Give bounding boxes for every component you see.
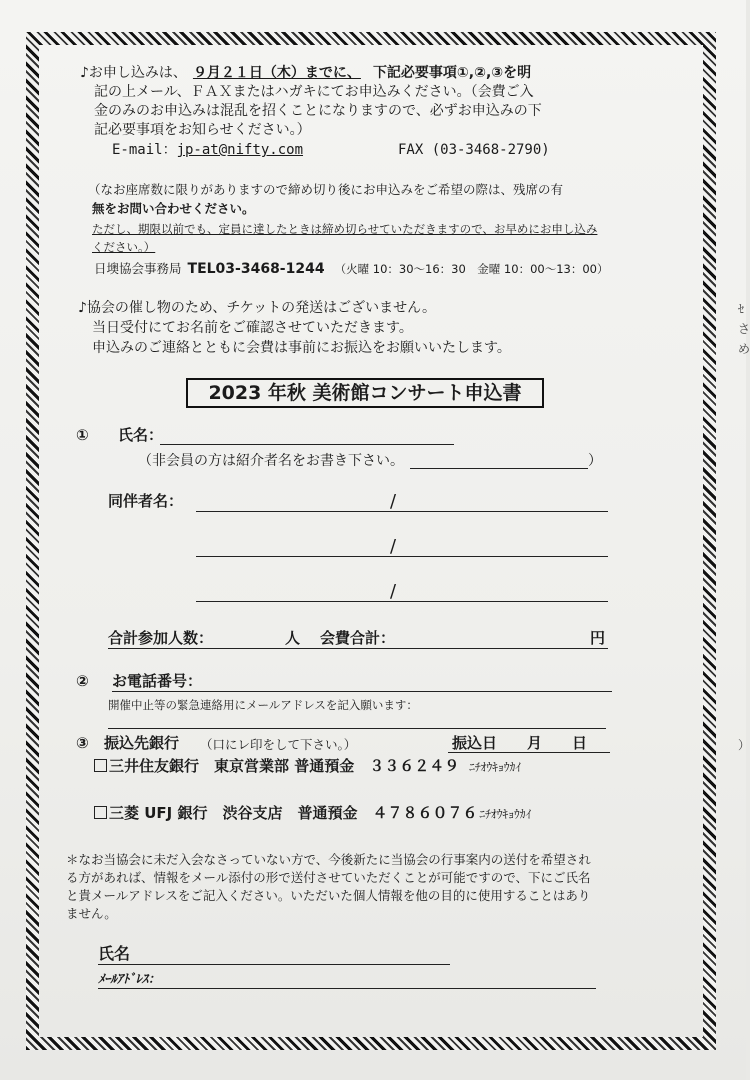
ticket-line-3: 申込みのご連絡とともに会費は事前にお振込をお願いいたします。 <box>92 340 511 356</box>
bank-option-1: 三井住友銀行 東京営業部 普通預金 ３３６２４９ ﾆﾁｵｳｷｮｳｶｲ <box>94 757 521 776</box>
footnote-line-3: と貴メールアドレスをご記入ください。いただいた個人情報を他の目的に使用することはあり <box>66 888 591 903</box>
edge-char-3: め <box>738 342 750 356</box>
email-link[interactable]: jp-at@nifty.com <box>176 142 304 158</box>
companion-slash-1: / <box>390 491 397 512</box>
companion-slash-2: / <box>390 536 397 557</box>
section-3-number: ③ <box>76 734 89 752</box>
phone-field[interactable] <box>112 691 612 692</box>
notice-line-4: 記必要事項をお知らせください。） <box>94 122 311 138</box>
edge-char-2: さ <box>738 322 750 336</box>
bottom-name-label: 氏名 <box>98 944 131 963</box>
nonmember-close: ） <box>588 453 602 469</box>
seats-line-4: ください。） <box>92 240 156 254</box>
email-note: 開催中止等の緊急連絡用にメールアドレスを記入願います： <box>108 698 418 712</box>
people-unit: 人 <box>285 629 301 647</box>
bottom-email-label: ﾒｰﾙｱﾄﾞﾚｽ： <box>98 971 161 986</box>
edge-char-4: ） <box>738 738 750 752</box>
bank-label: 振込先銀行 <box>104 734 180 752</box>
name-label: 氏名： <box>118 426 164 444</box>
section-2-number: ② <box>76 672 89 690</box>
companion-field-2[interactable] <box>196 556 608 557</box>
checkbox-bank-1[interactable] <box>94 759 107 772</box>
notice-line-1: ♪お申し込みは、 ９月２１日（木）までに、 下記必要事項①,②,③を明 <box>80 65 532 81</box>
fee-total-label: 会費合計： <box>320 629 396 647</box>
edge-char-1: ｾ <box>738 302 745 316</box>
referrer-field[interactable] <box>410 468 588 469</box>
phone-label: お電話番号： <box>112 672 203 690</box>
ticket-line-2: 当日受付にてお名前をご確認させていただきます。 <box>92 320 413 336</box>
bank-option-2: 三菱 UFJ 銀行 渋谷支店 普通預金 ４７８６０７６ ﾆﾁｵｳｷｮｳｶｲ <box>94 804 531 823</box>
seats-line-2: 無をお問い合わせください。 <box>92 201 255 216</box>
form-title: 2023 年秋 美術館コンサート申込書 <box>186 378 544 408</box>
footnote-line-1: ＊なお当協会に未だ入会なさっていない方で、今後新たに当協会の行事案内の送付を希望され <box>66 852 591 867</box>
companion-field-3[interactable] <box>196 601 608 602</box>
notice-line-2: 記の上メール、ＦＡＸまたはハガキにてお申込みください。（会費ご入 <box>94 84 534 100</box>
seats-line-1: （なお座席数に限りがありますので締め切り後にお申込みをご希望の際は、残席の有 <box>88 182 564 197</box>
seats-line-3: ただし、期限以前でも、定員に達したときは締め切らせていただきますので、お早めにお申し込み <box>92 222 598 236</box>
yen-unit: 円 <box>590 629 606 647</box>
companion-label: 同伴者名： <box>108 492 184 510</box>
bottom-email-field[interactable] <box>98 988 596 989</box>
name-field[interactable] <box>160 444 454 445</box>
email-contact: E-mail：jp-at@nifty.com <box>112 142 304 158</box>
bottom-name-field[interactable] <box>98 964 450 965</box>
nonmember-note: （非会員の方は紹介者名をお書き下さい。 <box>138 453 404 469</box>
checkbox-bank-2[interactable] <box>94 806 107 819</box>
transfer-date: 振込日 月 日 <box>452 734 588 752</box>
bank-note: （口にレ印をして下さい。） <box>200 737 357 752</box>
ticket-line-1: ♪協会の催し物のため、チケットの発送はございません。 <box>78 300 436 316</box>
fax-contact: FAX (03-3468-2790) <box>398 142 550 158</box>
emergency-email-field[interactable] <box>108 728 606 729</box>
transfer-date-field[interactable] <box>448 752 610 753</box>
footnote-line-2: る方があれば、情報をメール添付の形で送付させていただくことが可能ですので、下にご氏名 <box>66 870 591 885</box>
office-contact: 日墺協会事務局 TEL03-3468-1244 （火曜 10：30～16：30 金曜 10：00～13：00） <box>94 261 609 277</box>
section-1-number: ① <box>76 426 89 444</box>
companion-field-1[interactable] <box>196 511 608 512</box>
totals-field[interactable] <box>108 648 608 649</box>
companion-slash-3: / <box>390 581 397 602</box>
total-people-label: 合計参加人数： <box>108 629 214 647</box>
footnote-line-4: ません。 <box>66 906 117 921</box>
notice-line-3: 金のみのお申込みは混乱を招くことになりますので、必ずお申込みの下 <box>94 103 542 119</box>
